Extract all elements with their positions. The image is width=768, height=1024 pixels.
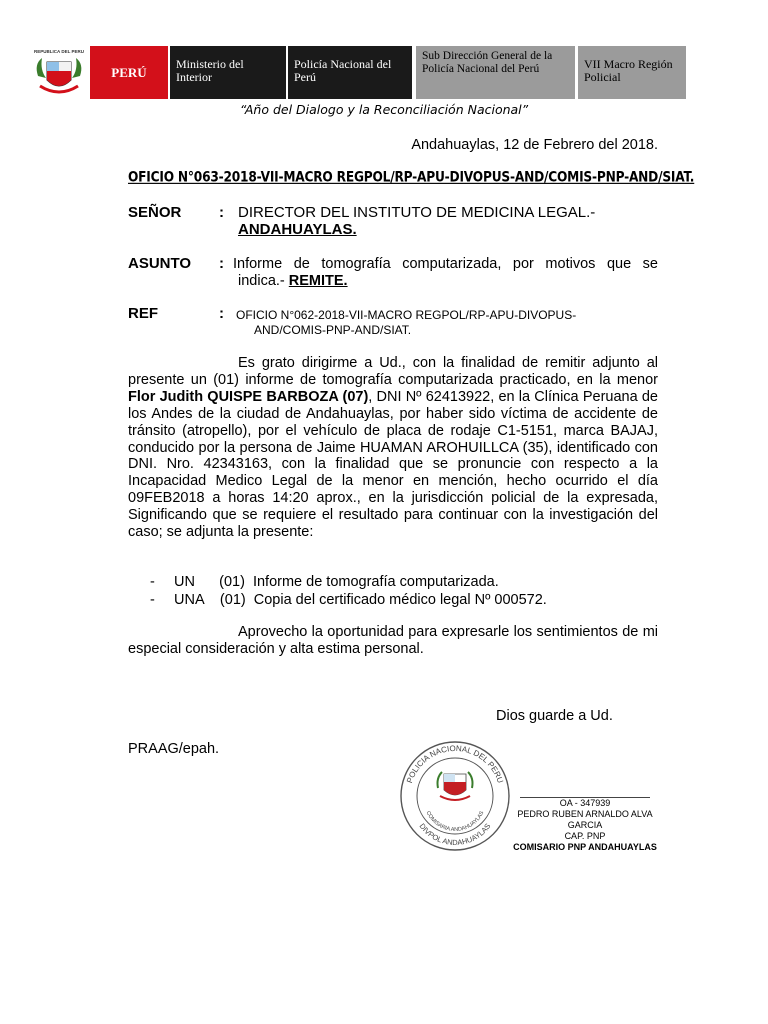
ref-label: REF (128, 305, 158, 322)
senor-label: SEÑOR (128, 204, 182, 221)
asunto-remite: REMITE. (288, 273, 348, 289)
body-p1-b: , DNI Nº 62413922, en la Clínica Peruana de los Andes de la ciudad de Andahuaylas, por haber sido víctima de accidente de tránsito (atropello), por el vehículo de placa de rodaje C1-5151, marca BAJAJ, conducido por la persona de Jaime HUAMAN AROHUILLCA (35), identificado con DNI. Nro. 42343163, con la finalidad que se pronuncie con respecto a la Incapacidad Medico Legal de la menor en mención, hecho ocurrido el día 09FEB2018 a horas 14:20 aprox., en la jurisdicción policial de la expresada, Significando que se requiere el resultado para continuar con la investigación del caso; se adjunta la presente: (128, 388, 658, 541)
police-seal-stamp (398, 740, 512, 852)
peru-coat-of-arms-logo (30, 46, 88, 100)
header-ministerio: Ministerio del Interior (170, 46, 286, 99)
initials: PRAAG/epah. (128, 741, 220, 757)
asunto-label: ASUNTO (128, 255, 192, 272)
stamp-inner-text: COMISARIA ANDAHUAYLAS (424, 810, 486, 834)
ref-colon: : (219, 305, 224, 322)
attachment-list (150, 573, 547, 609)
senor-line2: ANDAHUAYLAS. (238, 221, 357, 238)
stamp-bottom-text: DIVPOL ANDAHUAYLAS (417, 821, 493, 847)
signature-oa: OA - 347939 (559, 798, 611, 808)
header-macro-region: VII Macro Región Policial (578, 46, 686, 99)
svg-text:COMISARIA ANDAHUAYLAS (425, 810, 486, 833)
oficio-number: OFICIO N°063-2018-VII-MACRO REGPOL/RP-APU-DIVOPUS-AND/COMIS-PNP-AND/SIAT. (128, 169, 695, 186)
signature-block (510, 797, 660, 853)
senor-colon: : (219, 204, 224, 221)
body-paragraph-1 (128, 355, 658, 541)
signature-name: PEDRO RUBEN ARNALDO ALVA GARCIA (517, 809, 653, 830)
asunto-indica: indica.- (238, 273, 285, 289)
asunto-text: Informe de tomografía computarizada, por motivos que se (233, 256, 658, 272)
header-policia: Policía Nacional del Perú (288, 46, 412, 99)
header-peru: PERÚ (90, 46, 168, 99)
header-subdireccion: Sub Dirección General de la Policía Nacional del Perú (416, 46, 575, 99)
body-p1-a: Es grato dirigirme a Ud., con la finalidad de remitir adjunto al presente un (01) informe de tomografía computarizada practicado, en la menor (128, 355, 658, 388)
ref-line2: AND/COMIS-PNP-AND/SIAT. (254, 323, 412, 337)
document-date: Andahuaylas, 12 de Febrero del 2018. (411, 137, 658, 153)
crest-label: REPUBLICA DEL PERU (33, 49, 85, 54)
list-item: - UNA (01) Copia del certificado médico legal Nº 000572. (150, 592, 547, 608)
asunto-colon: : (219, 255, 224, 272)
minor-name: Flor Judith QUISPE BARBOZA (07) (128, 388, 369, 405)
signature-rank: CAP. PNP (564, 831, 606, 841)
asunto-line2 (238, 273, 348, 289)
senor-line1: DIRECTOR DEL INSTITUTO DE MEDICINA LEGAL.- (238, 204, 596, 221)
signature-title: COMISARIO PNP ANDAHUAYLAS (513, 842, 657, 852)
ref-line1: OFICIO N°062-2018-VII-MACRO REGPOL/RP-APU-DIVOPUS- (236, 308, 577, 322)
list-item: - UN (01) Informe de tomografía computarizada. (150, 574, 499, 590)
body-paragraph-2: Aprovecho la oportunidad para expresarle los sentimientos de mi especial consideración y alta estima personal. (128, 624, 658, 657)
closing-greeting: Dios guarde a Ud. (496, 708, 613, 724)
stamp-outer-text: POLICIA NACIONAL DEL PERU (405, 743, 505, 785)
year-motto: “Año del Dialogo y la Reconciliación Nacional” (239, 102, 529, 117)
